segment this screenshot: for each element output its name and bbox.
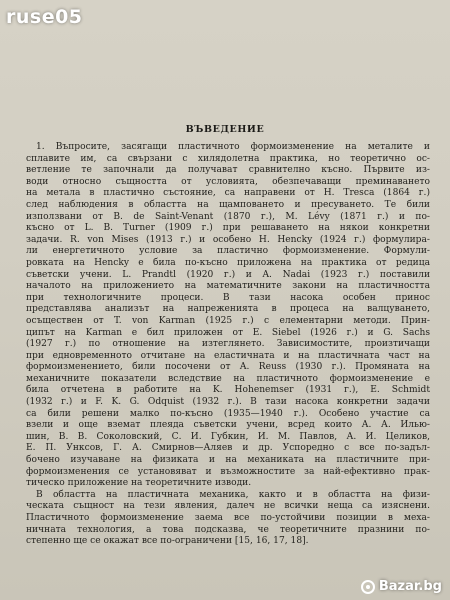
text-line: ципът на Karman е бил приложен от E. Siebel (1926 г.) и G. Sachs <box>26 327 430 338</box>
text-line: (1927 г.) по отношение на изтеглянето. Зависимостите, произтичащи <box>26 339 430 350</box>
text-line: Пластичното формоизменение заема все по-устойчиви позиции в меха- <box>26 513 430 523</box>
text-line: представлява анализът на напреженията в процеса на валцуването, <box>26 304 430 315</box>
text-line: след наблюдения в областта на щамповането и пресуването. Те били <box>26 199 430 210</box>
text-line: сплавите им, са свързани с хилядолетна практика, но теоретично ос- <box>26 153 430 164</box>
text-line: формоизменението, били посочени от A. Reuss (1930 г.). Промяната на <box>26 362 430 373</box>
text-line: тическо приложение на теоретичните изводи. <box>26 478 252 489</box>
text-line: осъществен от T. von Karman (1925 г.) с елементарни методи. Прин- <box>26 315 430 326</box>
text-line: била отчетена в работите на K. Hohenemser (1931 г.), E. Schmidt <box>26 385 430 396</box>
text-line: началото на приложението на математичните закони на пластичността <box>26 281 430 292</box>
bazar-logo-icon <box>361 580 375 594</box>
text-line: използвани от B. de Saint-Venant (1870 г.), M. Lévy (1871 г.) и по- <box>26 211 430 222</box>
text-line: степенно ще се окажат все по-ограничени [15, 16, 17, 18]. <box>26 536 309 547</box>
text-line: шин, В. В. Соколовский, С. И. Губкин, И. М. Павлов, А. И. Целиков, <box>26 431 430 442</box>
text-line: ческата същност на тези явления, далеч не всички неща са изяснени. <box>26 501 430 512</box>
text-line: на метала в пластично състояние, са направени от H. Tresca (1864 г.) <box>26 188 430 199</box>
text-line: механичните показатели вследствие на пластичното формоизменение е <box>26 373 430 384</box>
text-line: 1. Въпросите, засягащи пластичното формоизменение на металите и <box>36 142 430 152</box>
text-line: Е. П. Унксов, Г. А. Смирнов—Аляев и др. Успоредно с все по-задъл- <box>26 443 430 454</box>
text-line: при едновременното отчитане на еластичната и на пластичната част на <box>26 350 430 361</box>
marketplace-watermark <box>361 579 442 594</box>
text-line: ровката на Hencky е била по-късно приложена на практика от редица <box>26 257 430 268</box>
marketplace-name: Bazar.bg <box>378 579 442 594</box>
text-line: ли енергетичното условие за пластично формоизменение. Формули- <box>26 246 430 257</box>
text-line: са били решени малко по-късно (1935—1940 г.). Особено участие са <box>26 408 430 419</box>
text-line: ничната технология, а това подсказва, че теоретичните празнини по- <box>26 524 430 535</box>
page-title: ВЪВЕДЕНИЕ <box>185 124 265 135</box>
text-line: бочено изучаване на физиката и на механиката на пластичните при- <box>26 455 430 466</box>
text-line: ветление те започнали да получават сравнително късно. Първите из- <box>26 165 430 176</box>
text-line: задачи. R. von Mises (1913 г.) и особено H. Hencky (1924 г.) формулира- <box>26 234 430 245</box>
text-line: (1932 г.) и F. K. G. Odquist (1932 г.). В тази насока конкретни задачи <box>26 397 430 408</box>
text-line: съветски учени. L. Prandtl (1920 г.) и A. Nadai (1923 г.) поставили <box>26 269 430 280</box>
text-line: В областта на пластичната механика, както и в областта на физи- <box>36 489 430 500</box>
text-line: води относно същността от условията, обезпечаващи преминаването <box>26 176 430 187</box>
text-line: късно от L. B. Turner (1909 г.) при решаването на някои конкретни <box>26 223 430 234</box>
text-line: при технологичните процеси. В тази насока особен принос <box>26 292 430 303</box>
text-line: взели и още вземат плеяда съветски учени, всред които А. А. Илью- <box>26 420 430 431</box>
body-text <box>26 142 430 548</box>
seller-watermark: ruse05 <box>6 6 83 28</box>
text-line: формоизменения се установяват и възможностите за най-ефективно прак- <box>26 466 430 477</box>
